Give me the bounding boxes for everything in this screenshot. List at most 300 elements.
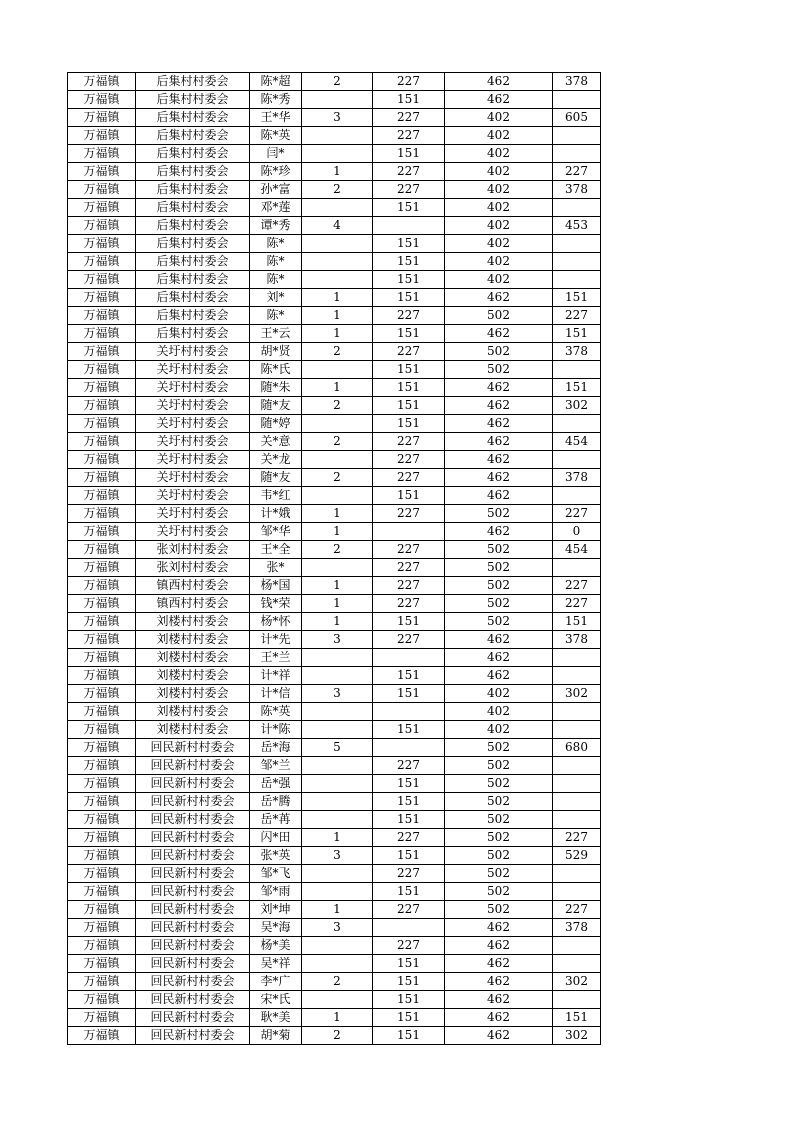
- amount-a-cell: 151: [373, 973, 445, 991]
- count-cell: 3: [302, 685, 373, 703]
- table-row: [68, 343, 601, 361]
- town-cell: 万福镇: [68, 559, 136, 577]
- name-cell: 陈*: [250, 271, 302, 289]
- table-row: [68, 145, 601, 163]
- town-cell: 万福镇: [68, 541, 136, 559]
- village-committee-cell: 关圩村村委会: [136, 415, 250, 433]
- total-cell: [553, 415, 601, 433]
- total-cell: [553, 361, 601, 379]
- count-cell: 3: [302, 109, 373, 127]
- village-committee-cell: 后集村村委会: [136, 163, 250, 181]
- total-cell: 605: [553, 109, 601, 127]
- town-cell: 万福镇: [68, 487, 136, 505]
- total-cell: [553, 253, 601, 271]
- table-row: [68, 235, 601, 253]
- village-committee-cell: 后集村村委会: [136, 325, 250, 343]
- amount-b-cell: 402: [445, 127, 553, 145]
- total-cell: [553, 145, 601, 163]
- name-cell: 邓*莲: [250, 199, 302, 217]
- village-committee-cell: 刘楼村村委会: [136, 685, 250, 703]
- count-cell: [302, 865, 373, 883]
- count-cell: 5: [302, 739, 373, 757]
- village-committee-cell: 回民新村村委会: [136, 901, 250, 919]
- village-committee-cell: 回民新村村委会: [136, 937, 250, 955]
- amount-a-cell: 151: [373, 811, 445, 829]
- amount-a-cell: 227: [373, 541, 445, 559]
- town-cell: 万福镇: [68, 397, 136, 415]
- amount-a-cell: 151: [373, 685, 445, 703]
- amount-a-cell: 151: [373, 289, 445, 307]
- table-row: [68, 829, 601, 847]
- count-cell: [302, 235, 373, 253]
- name-cell: 陈*珍: [250, 163, 302, 181]
- count-cell: [302, 487, 373, 505]
- total-cell: [553, 649, 601, 667]
- count-cell: [302, 271, 373, 289]
- total-cell: 151: [553, 289, 601, 307]
- name-cell: 随*婷: [250, 415, 302, 433]
- name-cell: 关*意: [250, 433, 302, 451]
- table-row: [68, 523, 601, 541]
- count-cell: 4: [302, 217, 373, 235]
- village-committee-cell: 回民新村村委会: [136, 1009, 250, 1027]
- amount-b-cell: 462: [445, 91, 553, 109]
- village-committee-cell: 刘楼村村委会: [136, 667, 250, 685]
- table-row: [68, 739, 601, 757]
- name-cell: 陈*英: [250, 703, 302, 721]
- amount-b-cell: 402: [445, 253, 553, 271]
- name-cell: 孙*富: [250, 181, 302, 199]
- count-cell: [302, 955, 373, 973]
- amount-a-cell: 151: [373, 667, 445, 685]
- table-row: [68, 487, 601, 505]
- town-cell: 万福镇: [68, 847, 136, 865]
- town-cell: 万福镇: [68, 685, 136, 703]
- village-committee-cell: 张刘村村委会: [136, 541, 250, 559]
- amount-a-cell: 151: [373, 361, 445, 379]
- name-cell: 胡*菊: [250, 1027, 302, 1045]
- amount-a-cell: [373, 217, 445, 235]
- total-cell: 151: [553, 379, 601, 397]
- count-cell: [302, 775, 373, 793]
- amount-a-cell: 151: [373, 955, 445, 973]
- amount-a-cell: 227: [373, 631, 445, 649]
- village-committee-cell: 关圩村村委会: [136, 505, 250, 523]
- amount-a-cell: 151: [373, 1009, 445, 1027]
- name-cell: 计*信: [250, 685, 302, 703]
- name-cell: 随*朱: [250, 379, 302, 397]
- table-row: [68, 1027, 601, 1045]
- total-cell: 680: [553, 739, 601, 757]
- name-cell: 陈*: [250, 307, 302, 325]
- total-cell: 227: [553, 577, 601, 595]
- count-cell: 1: [302, 829, 373, 847]
- table-row: [68, 937, 601, 955]
- name-cell: 陈*: [250, 253, 302, 271]
- amount-a-cell: 151: [373, 613, 445, 631]
- count-cell: [302, 721, 373, 739]
- total-cell: 227: [553, 901, 601, 919]
- count-cell: [302, 199, 373, 217]
- name-cell: 关*龙: [250, 451, 302, 469]
- table-row: [68, 415, 601, 433]
- total-cell: 227: [553, 595, 601, 613]
- town-cell: 万福镇: [68, 991, 136, 1009]
- amount-b-cell: 462: [445, 433, 553, 451]
- name-cell: 韦*红: [250, 487, 302, 505]
- table-row: [68, 307, 601, 325]
- table-row: [68, 649, 601, 667]
- amount-b-cell: 402: [445, 271, 553, 289]
- amount-a-cell: 227: [373, 469, 445, 487]
- count-cell: 1: [302, 901, 373, 919]
- amount-a-cell: [373, 919, 445, 937]
- amount-a-cell: 151: [373, 883, 445, 901]
- town-cell: 万福镇: [68, 217, 136, 235]
- count-cell: 2: [302, 1027, 373, 1045]
- name-cell: 杨*国: [250, 577, 302, 595]
- amount-a-cell: 227: [373, 577, 445, 595]
- total-cell: 453: [553, 217, 601, 235]
- name-cell: 闫*: [250, 145, 302, 163]
- table-row: [68, 883, 601, 901]
- town-cell: 万福镇: [68, 829, 136, 847]
- total-cell: [553, 991, 601, 1009]
- name-cell: 王*兰: [250, 649, 302, 667]
- town-cell: 万福镇: [68, 163, 136, 181]
- count-cell: 2: [302, 541, 373, 559]
- town-cell: 万福镇: [68, 433, 136, 451]
- table-row: [68, 379, 601, 397]
- table-row: [68, 541, 601, 559]
- village-committee-cell: 回民新村村委会: [136, 1027, 250, 1045]
- total-cell: 454: [553, 541, 601, 559]
- town-cell: 万福镇: [68, 649, 136, 667]
- village-committee-cell: 关圩村村委会: [136, 379, 250, 397]
- table-row: [68, 847, 601, 865]
- amount-a-cell: 151: [373, 271, 445, 289]
- table-row: [68, 793, 601, 811]
- amount-b-cell: 462: [445, 379, 553, 397]
- amount-b-cell: 402: [445, 703, 553, 721]
- table-row: [68, 163, 601, 181]
- amount-a-cell: 151: [373, 235, 445, 253]
- amount-a-cell: 227: [373, 901, 445, 919]
- amount-a-cell: 227: [373, 307, 445, 325]
- table-row: [68, 1009, 601, 1027]
- amount-b-cell: 502: [445, 343, 553, 361]
- village-committee-cell: 回民新村村委会: [136, 847, 250, 865]
- town-cell: 万福镇: [68, 91, 136, 109]
- name-cell: 随*友: [250, 469, 302, 487]
- count-cell: 2: [302, 469, 373, 487]
- village-committee-cell: 回民新村村委会: [136, 883, 250, 901]
- village-committee-cell: 关圩村村委会: [136, 487, 250, 505]
- amount-b-cell: 462: [445, 973, 553, 991]
- village-committee-cell: 后集村村委会: [136, 109, 250, 127]
- count-cell: [302, 451, 373, 469]
- town-cell: 万福镇: [68, 613, 136, 631]
- village-committee-cell: 回民新村村委会: [136, 757, 250, 775]
- amount-b-cell: 402: [445, 721, 553, 739]
- town-cell: 万福镇: [68, 415, 136, 433]
- total-cell: 302: [553, 685, 601, 703]
- count-cell: [302, 793, 373, 811]
- town-cell: 万福镇: [68, 523, 136, 541]
- total-cell: 454: [553, 433, 601, 451]
- count-cell: 1: [302, 289, 373, 307]
- table-row: [68, 685, 601, 703]
- table-row: [68, 469, 601, 487]
- village-committee-cell: 关圩村村委会: [136, 469, 250, 487]
- amount-b-cell: 462: [445, 73, 553, 91]
- count-cell: 2: [302, 973, 373, 991]
- table-row: [68, 631, 601, 649]
- amount-a-cell: 227: [373, 343, 445, 361]
- amount-a-cell: 151: [373, 847, 445, 865]
- village-committee-cell: 后集村村委会: [136, 145, 250, 163]
- town-cell: 万福镇: [68, 577, 136, 595]
- town-cell: 万福镇: [68, 271, 136, 289]
- name-cell: 计*祥: [250, 667, 302, 685]
- table-row: [68, 757, 601, 775]
- amount-b-cell: 462: [445, 937, 553, 955]
- town-cell: 万福镇: [68, 235, 136, 253]
- name-cell: 刘*坤: [250, 901, 302, 919]
- amount-b-cell: 462: [445, 487, 553, 505]
- total-cell: 378: [553, 181, 601, 199]
- town-cell: 万福镇: [68, 919, 136, 937]
- amount-a-cell: [373, 739, 445, 757]
- count-cell: 2: [302, 181, 373, 199]
- town-cell: 万福镇: [68, 739, 136, 757]
- name-cell: 谭*秀: [250, 217, 302, 235]
- town-cell: 万福镇: [68, 793, 136, 811]
- amount-a-cell: 151: [373, 91, 445, 109]
- table-row: [68, 217, 601, 235]
- total-cell: [553, 271, 601, 289]
- table-row: [68, 955, 601, 973]
- count-cell: 2: [302, 433, 373, 451]
- village-committee-cell: 张刘村村委会: [136, 559, 250, 577]
- town-cell: 万福镇: [68, 1009, 136, 1027]
- town-cell: 万福镇: [68, 109, 136, 127]
- town-cell: 万福镇: [68, 73, 136, 91]
- count-cell: 1: [302, 1009, 373, 1027]
- town-cell: 万福镇: [68, 127, 136, 145]
- town-cell: 万福镇: [68, 865, 136, 883]
- village-committee-cell: 回民新村村委会: [136, 991, 250, 1009]
- town-cell: 万福镇: [68, 325, 136, 343]
- table-row: [68, 559, 601, 577]
- table-row: [68, 289, 601, 307]
- table-row: [68, 397, 601, 415]
- village-committee-cell: 后集村村委会: [136, 199, 250, 217]
- village-committee-cell: 回民新村村委会: [136, 739, 250, 757]
- amount-b-cell: 462: [445, 649, 553, 667]
- count-cell: 3: [302, 919, 373, 937]
- amount-b-cell: 502: [445, 757, 553, 775]
- table-row: [68, 775, 601, 793]
- amount-b-cell: 462: [445, 919, 553, 937]
- total-cell: 227: [553, 829, 601, 847]
- name-cell: 王*华: [250, 109, 302, 127]
- table-row: [68, 667, 601, 685]
- total-cell: 151: [553, 613, 601, 631]
- total-cell: 302: [553, 397, 601, 415]
- amount-b-cell: 462: [445, 631, 553, 649]
- name-cell: 计*娥: [250, 505, 302, 523]
- village-committee-cell: 回民新村村委会: [136, 811, 250, 829]
- town-cell: 万福镇: [68, 361, 136, 379]
- total-cell: [553, 703, 601, 721]
- total-cell: 529: [553, 847, 601, 865]
- amount-b-cell: 462: [445, 451, 553, 469]
- total-cell: [553, 487, 601, 505]
- amount-a-cell: 227: [373, 109, 445, 127]
- name-cell: 王*云: [250, 325, 302, 343]
- amount-a-cell: 151: [373, 397, 445, 415]
- amount-b-cell: 402: [445, 145, 553, 163]
- amount-b-cell: 462: [445, 991, 553, 1009]
- amount-b-cell: 502: [445, 559, 553, 577]
- town-cell: 万福镇: [68, 1027, 136, 1045]
- table-row: [68, 991, 601, 1009]
- amount-a-cell: 227: [373, 757, 445, 775]
- name-cell: 杨*怀: [250, 613, 302, 631]
- table-row: [68, 901, 601, 919]
- name-cell: 计*陈: [250, 721, 302, 739]
- name-cell: 张*英: [250, 847, 302, 865]
- town-cell: 万福镇: [68, 595, 136, 613]
- town-cell: 万福镇: [68, 145, 136, 163]
- table-row: [68, 721, 601, 739]
- name-cell: 岳*强: [250, 775, 302, 793]
- town-cell: 万福镇: [68, 883, 136, 901]
- count-cell: 2: [302, 343, 373, 361]
- amount-b-cell: 502: [445, 613, 553, 631]
- table-row: [68, 811, 601, 829]
- count-cell: 2: [302, 397, 373, 415]
- name-cell: 吴*祥: [250, 955, 302, 973]
- name-cell: 陈*秀: [250, 91, 302, 109]
- count-cell: [302, 361, 373, 379]
- amount-b-cell: 502: [445, 883, 553, 901]
- total-cell: 302: [553, 1027, 601, 1045]
- table-row: [68, 433, 601, 451]
- village-committee-cell: 关圩村村委会: [136, 397, 250, 415]
- name-cell: 耿*美: [250, 1009, 302, 1027]
- table-row: [68, 253, 601, 271]
- count-cell: 1: [302, 325, 373, 343]
- amount-b-cell: 462: [445, 955, 553, 973]
- village-committee-cell: 后集村村委会: [136, 271, 250, 289]
- amount-b-cell: 402: [445, 163, 553, 181]
- name-cell: 邹*华: [250, 523, 302, 541]
- village-committee-cell: 回民新村村委会: [136, 865, 250, 883]
- village-committee-cell: 回民新村村委会: [136, 775, 250, 793]
- table-row: [68, 865, 601, 883]
- amount-a-cell: 151: [373, 793, 445, 811]
- name-cell: 岳*腾: [250, 793, 302, 811]
- village-committee-cell: 刘楼村村委会: [136, 613, 250, 631]
- table-row: [68, 271, 601, 289]
- count-cell: 1: [302, 379, 373, 397]
- town-cell: 万福镇: [68, 775, 136, 793]
- amount-b-cell: 462: [445, 415, 553, 433]
- amount-a-cell: 151: [373, 253, 445, 271]
- table-row: [68, 109, 601, 127]
- table-row: [68, 181, 601, 199]
- count-cell: [302, 883, 373, 901]
- amount-a-cell: 151: [373, 325, 445, 343]
- count-cell: [302, 91, 373, 109]
- town-cell: 万福镇: [68, 811, 136, 829]
- table-row: [68, 91, 601, 109]
- town-cell: 万福镇: [68, 973, 136, 991]
- village-committee-cell: 刘楼村村委会: [136, 703, 250, 721]
- count-cell: 2: [302, 73, 373, 91]
- total-cell: [553, 235, 601, 253]
- amount-b-cell: 502: [445, 901, 553, 919]
- count-cell: [302, 145, 373, 163]
- total-cell: [553, 883, 601, 901]
- amount-b-cell: 402: [445, 181, 553, 199]
- total-cell: [553, 937, 601, 955]
- town-cell: 万福镇: [68, 757, 136, 775]
- table-row: [68, 973, 601, 991]
- town-cell: 万福镇: [68, 181, 136, 199]
- amount-b-cell: 462: [445, 289, 553, 307]
- name-cell: 张*: [250, 559, 302, 577]
- count-cell: 3: [302, 631, 373, 649]
- amount-b-cell: 402: [445, 217, 553, 235]
- name-cell: 胡*贤: [250, 343, 302, 361]
- amount-b-cell: 402: [445, 235, 553, 253]
- village-committee-cell: 关圩村村委会: [136, 523, 250, 541]
- table-row: [68, 361, 601, 379]
- table-row: [68, 73, 601, 91]
- amount-b-cell: 502: [445, 847, 553, 865]
- village-committee-cell: 后集村村委会: [136, 235, 250, 253]
- amount-b-cell: 502: [445, 775, 553, 793]
- amount-b-cell: 502: [445, 595, 553, 613]
- count-cell: 1: [302, 595, 373, 613]
- village-committee-cell: 回民新村村委会: [136, 973, 250, 991]
- town-cell: 万福镇: [68, 667, 136, 685]
- total-cell: 151: [553, 325, 601, 343]
- count-cell: 1: [302, 613, 373, 631]
- amount-a-cell: 151: [373, 487, 445, 505]
- town-cell: 万福镇: [68, 451, 136, 469]
- town-cell: 万福镇: [68, 289, 136, 307]
- amount-a-cell: 151: [373, 1027, 445, 1045]
- amount-a-cell: 227: [373, 163, 445, 181]
- count-cell: 1: [302, 505, 373, 523]
- name-cell: 陈*: [250, 235, 302, 253]
- count-cell: [302, 253, 373, 271]
- village-committee-cell: 回民新村村委会: [136, 829, 250, 847]
- table-row: [68, 577, 601, 595]
- count-cell: [302, 991, 373, 1009]
- village-committee-cell: 后集村村委会: [136, 253, 250, 271]
- name-cell: 陈*氏: [250, 361, 302, 379]
- total-cell: [553, 775, 601, 793]
- amount-b-cell: 462: [445, 523, 553, 541]
- name-cell: 宋*氏: [250, 991, 302, 1009]
- town-cell: 万福镇: [68, 721, 136, 739]
- count-cell: 3: [302, 847, 373, 865]
